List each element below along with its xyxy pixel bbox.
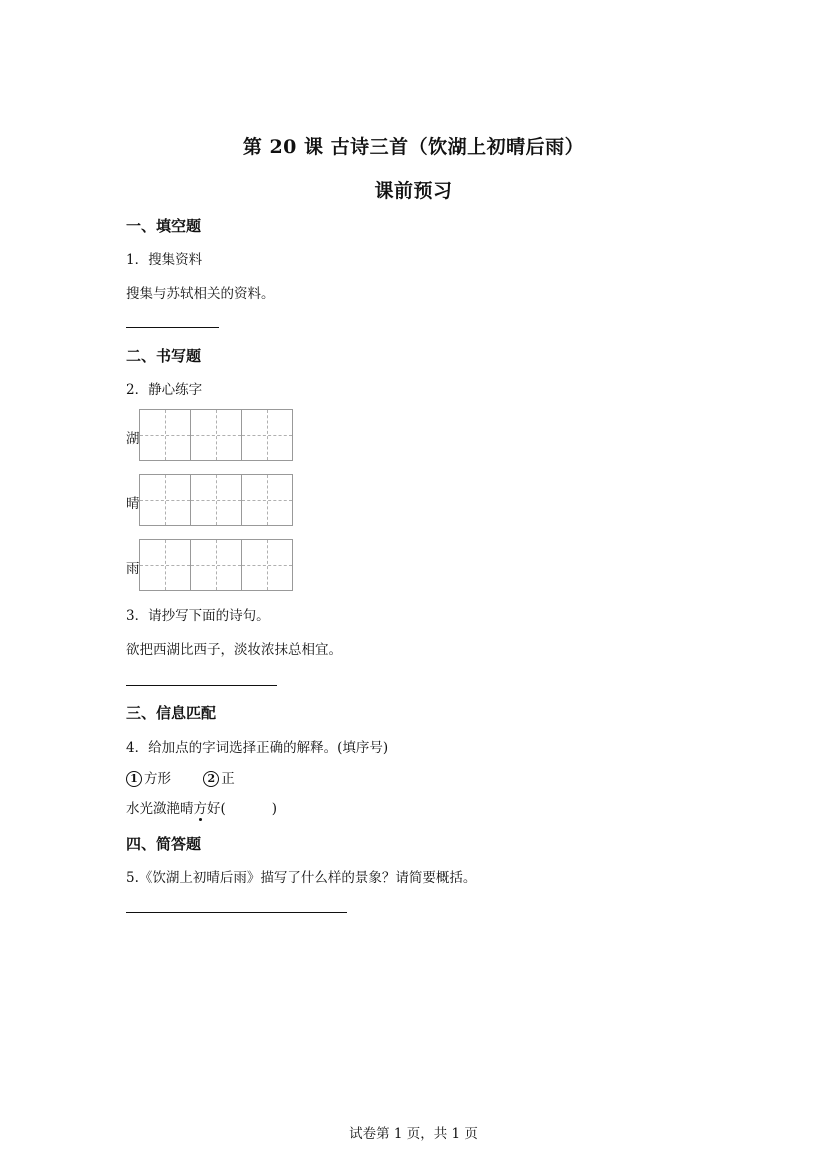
question-3-label: 3．请抄写下面的诗句。 — [126, 608, 270, 624]
section-heading-matching: 三、信息匹配 — [126, 704, 217, 722]
question-1-label: 1．搜集资料 — [126, 252, 203, 268]
question-1-text: 搜集与苏轼相关的资料。 — [126, 286, 275, 302]
answer-line-3[interactable] — [126, 685, 277, 686]
page-footer: 试卷第 1 页，共 1 页 — [349, 1126, 478, 1142]
question-2-label: 2．静心练字 — [126, 382, 203, 398]
practice-char-hu: 湖 — [126, 431, 140, 447]
option-1: 1 方形 — [126, 771, 171, 787]
writing-cell[interactable] — [140, 475, 191, 525]
writing-cell[interactable] — [242, 540, 292, 590]
question-4-sentence: 水光潋滟晴方好( ) — [126, 797, 277, 817]
page-title: 第 20 课 古诗三首（饮湖上初晴后雨） — [242, 136, 585, 158]
question-4-label: 4．给加点的字词选择正确的解释。(填序号) — [126, 740, 389, 756]
question-4-options — [126, 767, 235, 787]
writing-cell[interactable] — [191, 410, 242, 460]
writing-cell[interactable] — [242, 475, 292, 525]
answer-line-1[interactable] — [126, 327, 219, 328]
writing-cell[interactable] — [191, 475, 242, 525]
option-2: 2 正 — [203, 771, 235, 787]
writing-grid-row[interactable] — [139, 474, 293, 526]
section-heading-fill-in: 一、填空题 — [126, 217, 202, 235]
answer-line-5[interactable] — [126, 912, 347, 913]
practice-char-yu: 雨 — [126, 561, 140, 577]
page-subtitle: 课前预习 — [374, 180, 453, 202]
question-3-text: 欲把西湖比西子，淡妆浓抹总相宜。 — [126, 642, 342, 658]
writing-grid-row[interactable] — [139, 409, 293, 461]
writing-cell[interactable] — [242, 410, 292, 460]
dotted-char: 方 — [194, 797, 208, 817]
section-heading-writing: 二、书写题 — [126, 347, 202, 365]
practice-char-qing: 晴 — [126, 496, 140, 512]
writing-cell[interactable] — [140, 540, 191, 590]
writing-grid-row[interactable] — [139, 539, 293, 591]
circled-number-1: 1 — [126, 771, 142, 787]
writing-cell[interactable] — [140, 410, 191, 460]
writing-cell[interactable] — [191, 540, 242, 590]
section-heading-short-answer: 四、简答题 — [126, 835, 202, 853]
question-5-label: 5.《饮湖上初晴后雨》描写了什么样的景象？请简要概括。 — [126, 870, 477, 886]
circled-number-2: 2 — [203, 771, 219, 787]
